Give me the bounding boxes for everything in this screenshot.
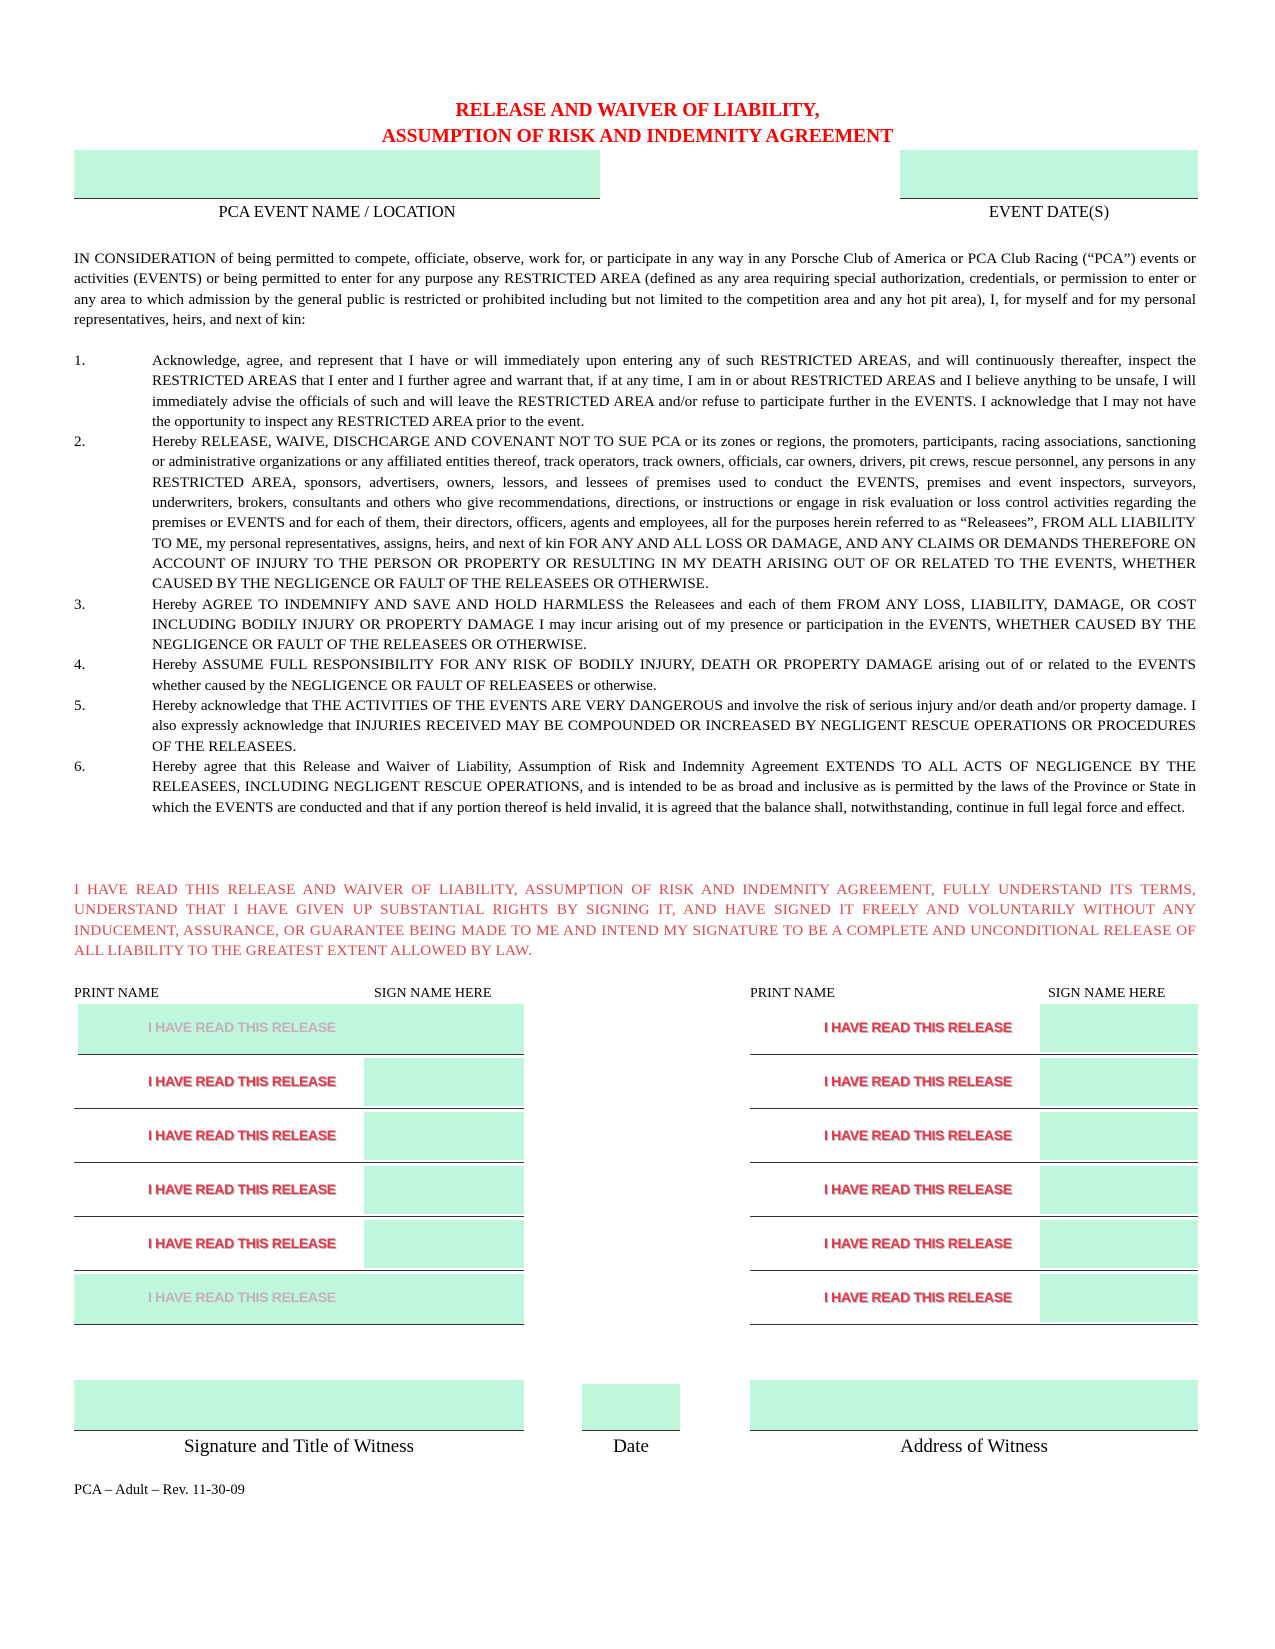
signature-row-left-3 <box>74 1112 524 1163</box>
sign-field-right-4[interactable] <box>1040 1166 1198 1214</box>
print-name-header-left: PRINT NAME <box>74 986 159 1001</box>
term-number: 6. <box>74 757 86 775</box>
event-date-label: EVENT DATE(S) <box>988 202 1110 221</box>
term-number: 3. <box>74 595 86 613</box>
term-item <box>74 655 1196 696</box>
sign-field-left-4[interactable] <box>364 1166 524 1214</box>
term-item <box>74 351 1196 432</box>
sign-field-right-6[interactable] <box>1040 1274 1198 1322</box>
witness-date-field[interactable] <box>582 1384 680 1431</box>
signature-row-right-6 <box>750 1274 1198 1325</box>
term-item <box>74 696 1196 757</box>
release-prompt: I HAVE READ THIS RELEASE <box>824 1181 1012 1197</box>
sign-field-left-3[interactable] <box>364 1112 524 1160</box>
witness-date-label: Date <box>613 1436 649 1457</box>
sign-name-header-left: SIGN NAME HERE <box>374 986 492 1001</box>
sign-field-left-2[interactable] <box>364 1058 524 1106</box>
term-number: 2. <box>74 433 86 451</box>
event-date-field[interactable] <box>900 150 1198 199</box>
witness-address-field[interactable] <box>750 1380 1198 1431</box>
witness-signature-field[interactable] <box>74 1380 524 1431</box>
sign-field-right-5[interactable] <box>1040 1220 1198 1268</box>
release-prompt: I HAVE READ THIS RELEASE <box>148 1073 336 1089</box>
sign-field-right-2[interactable] <box>1040 1058 1198 1106</box>
signature-row-left-2 <box>74 1058 524 1109</box>
form-title-line2: ASSUMPTION OF RISK AND INDEMNITY AGREEMENT <box>381 126 894 147</box>
signature-row-left-5 <box>74 1220 524 1271</box>
release-prompt: I HAVE READ THIS RELEASE <box>824 1127 1012 1143</box>
term-text: Hereby RELEASE, WAIVE, DISCHCARGE AND COVENANT NOT TO SUE PCA or its zones or regions, the promoters, participants, racing associations, sanctioning or administrative organizations or any affiliated entities thereof, track operators, track owners, officials, car owners, drivers, pit crews, rescue personnel, any persons in any RESTRICTED AREA, sponsors, advertisers, owners, lessors, and lessees of premises used to conduct the EVENTS, premises and event inspectors, surveyors, underwriters, brokers, consultants and others who give recommendations, directions, or instructions or engage in risk evaluation or loss control activities regarding the premises or EVENTS and for each of them, their directors, officers, agents and employees, all for the purposes herein referred to as “Releasees”, FROM ALL LIABILITY TO ME, my personal representatives, assigns, heirs, and next of kin FOR ANY AND ALL LOSS OR DAMAGE, AND ANY CLAIMS OR DEMANDS THEREFORE ON ACCOUNT OF INJURY TO THE PERSON OR PROPERTY OR RESULTING IN MY DEATH ARISING OUT OF OR RELATED TO THE EVENTS, WHETHER CAUSED BY THE NEGLIGENCE OR FAULT OF THE RELEASEES OR OTHERWISE. <box>152 433 1196 593</box>
sign-field-right-3[interactable] <box>1040 1112 1198 1160</box>
event-name-label: PCA EVENT NAME / LOCATION <box>218 202 456 221</box>
term-number: 1. <box>74 352 86 369</box>
release-prompt: I HAVE READ THIS RELEASE <box>148 1127 336 1143</box>
signature-row-left-1[interactable] <box>78 1004 524 1055</box>
signature-row-right-5 <box>750 1220 1198 1271</box>
signature-row-left-4 <box>74 1166 524 1217</box>
release-prompt: I HAVE READ THIS RELEASE <box>824 1019 1012 1035</box>
term-item <box>74 432 1196 594</box>
term-text: Hereby agree that this Release and Waiver of Liability, Assumption of Risk and Indemnity Agreement EXTENDS TO ALL ACTS OF NEGLIGENCE BY THE RELEASEES, INCLUDING NEGLIGENT RESCUE OPERATIONS, and is intended to be as broad and inclusive as is permitted by the laws of the Province or State in which the EVENTS are conducted and that if any portion thereof is held invalid, it is agreed that the balance shall, notwithstanding, continue in full legal force and effect. <box>152 757 1196 816</box>
revision-footer: PCA – Adult – Rev. 11-30-09 <box>74 1482 245 1498</box>
print-name-header-right: PRINT NAME <box>750 986 835 1001</box>
sign-field-left-5[interactable] <box>364 1220 524 1268</box>
release-prompt: I HAVE READ THIS RELEASE <box>824 1073 1012 1089</box>
acknowledgement-paragraph: I HAVE READ THIS RELEASE AND WAIVER OF LIABILITY, ASSUMPTION OF RISK AND INDEMNITY AGREEMENT, FULLY UNDERSTAND ITS TERMS, UNDERSTAND THAT I HAVE GIVEN UP SUBSTANTIAL RIGHTS BY SIGNING IT, AND HAVE SIGNED IT FREELY AND VOLUNTARILY WITHOUT ANY INDUCEMENT, ASSURANCE, OR GUARANTEE BEING MADE TO ME AND INTEND MY SIGNATURE TO BE A COMPLETE AND UNCONDITIONAL RELEASE OF ALL LIABILITY TO THE GREATEST EXTENT ALLOWED BY LAW. <box>74 881 1196 959</box>
term-number: 5. <box>74 697 86 715</box>
term-text: Acknowledge, agree, and represent that I have or will immediately upon entering any of such RESTRICTED AREAS, and will continuously thereafter, inspect the RESTRICTED AREAS that I enter and I further agree and warrant that, if at any time, I am in or about RESTRICTED AREAS and I believe anything to be unsafe, I will immediately advise the officials of such and will leave the RESTRICTED AREA and/or refuse to participate further in the EVENTS. I acknowledge that I may not have the opportunity to inspect any RESTRICTED AREA prior to the event. <box>152 352 1196 430</box>
release-prompt: I HAVE READ THIS RELEASE <box>148 1019 336 1035</box>
sign-field-right-1[interactable] <box>1040 1004 1198 1052</box>
witness-signature-label: Signature and Title of Witness <box>183 1436 415 1457</box>
term-item <box>74 757 1196 818</box>
term-text: Hereby AGREE TO INDEMNIFY AND SAVE AND HOLD HARMLESS the Releasees and each of them FROM ANY LOSS, LIABILITY, DAMAGE, OR COST INCLUDING BODILY INJURY OR PROPERTY DAMAGE I may incur arising out of my presence or participation in the EVENTS, WHETHER CAUSED BY THE NEGLIGENCE OR FAULT OF THE RELEASEES OR OTHERWISE. <box>152 595 1196 654</box>
release-prompt: I HAVE READ THIS RELEASE <box>148 1181 336 1197</box>
signature-row-left-6[interactable] <box>74 1274 524 1325</box>
sign-name-header-right: SIGN NAME HERE <box>1048 986 1166 1001</box>
terms-list <box>74 351 1196 818</box>
intro-paragraph: IN CONSIDERATION of being permitted to compete, officiate, observe, work for, or participate in any way in any Porsche Club of America or PCA Club Racing (“PCA”) events or activities (EVENTS) or being permitted to enter for any purpose any RESTRICTED AREA (defined as any area requiring special authorization, credentials, or permission to enter or any area to which admission by the general public is restricted or prohibited including but not limited to the competition area and any hot pit area), I, for myself and for my personal representatives, heirs, and next of kin: <box>74 250 1196 328</box>
signature-row-right-2 <box>750 1058 1198 1109</box>
event-name-field[interactable] <box>74 150 600 199</box>
term-item <box>74 595 1196 656</box>
term-text: Hereby ASSUME FULL RESPONSIBILITY FOR ANY RISK OF BODILY INJURY, DEATH OR PROPERTY DAMAGE arising out of or related to the EVENTS whether caused by the NEGLIGENCE OR FAULT OF RELEASEES or otherwise. <box>152 656 1196 694</box>
release-prompt: I HAVE READ THIS RELEASE <box>148 1235 336 1251</box>
release-prompt: I HAVE READ THIS RELEASE <box>824 1235 1012 1251</box>
signature-row-right-4 <box>750 1166 1198 1217</box>
signature-row-right-1 <box>750 1004 1198 1055</box>
term-text: Hereby acknowledge that THE ACTIVITIES OF THE EVENTS ARE VERY DANGEROUS and involve the risk of serious injury and/or death and/or property damage. I also expressly acknowledge that INJURIES RECEIVED MAY BE COMPOUNDED OR INCREASED BY NEGLIGENT RESCUE OPERATIONS OR PROCEDURES OF THE RELEASEES. <box>152 697 1196 755</box>
signature-row-right-3 <box>750 1112 1198 1163</box>
form-title-line1: RELEASE AND WAIVER OF LIABILITY, <box>455 100 820 121</box>
release-prompt: I HAVE READ THIS RELEASE <box>824 1289 1012 1305</box>
release-prompt: I HAVE READ THIS RELEASE <box>148 1289 336 1305</box>
term-number: 4. <box>74 656 86 674</box>
witness-address-label: Address of Witness <box>900 1436 1048 1457</box>
